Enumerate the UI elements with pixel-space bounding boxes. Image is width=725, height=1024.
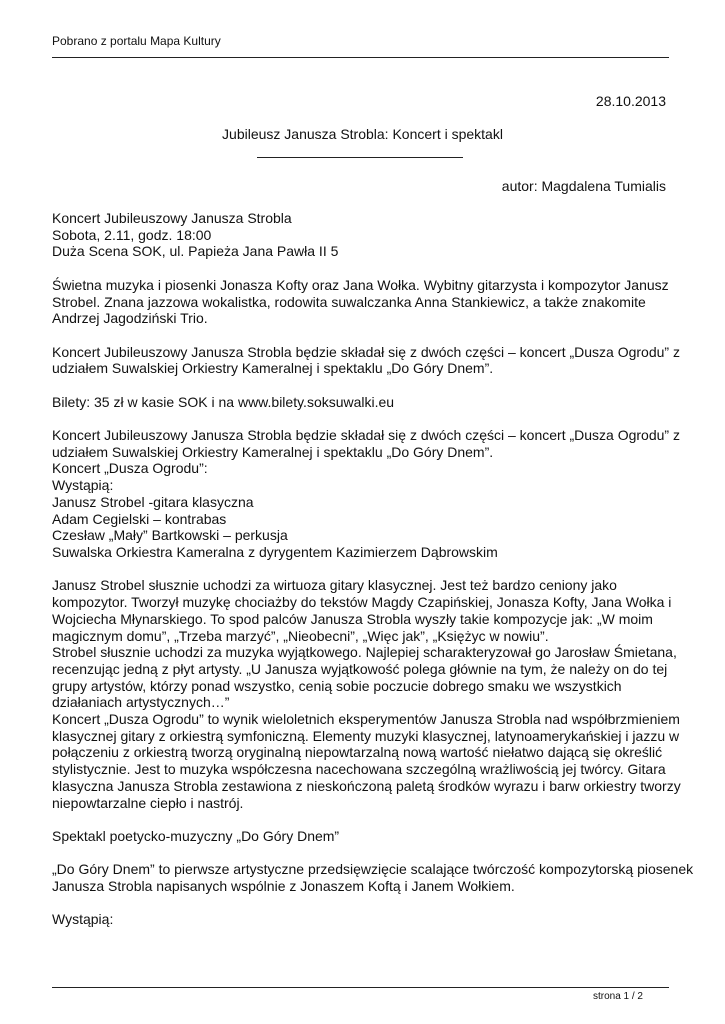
- description-line: klasycznej gitary z orkiestrą symfoniczną. Elementy muzyki klasycznej, latynoamerykańskiej i jazzu w: [52, 727, 680, 744]
- description-line: recenzując jedną z płyt artysty. „U Janusza wyjątkowość polega głównie na tym, że należy on do tej: [52, 660, 668, 677]
- description-line: grupy artystów, którzy ponad wszystko, cenią sobie poczucie dobrego smaku we wszystkich: [52, 677, 622, 694]
- portal-source-header: Pobrano z portalu Mapa Kultury: [52, 34, 221, 48]
- tickets-info: Bilety: 35 zł w kasie SOK i na www.bilety.soksuwalki.eu: [52, 393, 395, 410]
- performers-label: Wystąpią:: [52, 477, 114, 494]
- article-title: Jubileusz Janusza Strobla: Koncert i spektakl: [222, 126, 503, 142]
- paragraph-gap: [52, 327, 677, 344]
- header-divider: [52, 57, 669, 58]
- concert-line: Koncert Jubileuszowy Janusza Strobla będzie składał się z dwóch części – koncert „Dusza Ogrodu” z: [52, 427, 680, 444]
- article-date: 28.10.2013: [595, 93, 666, 109]
- description-line: działaniach artystycznych…”: [52, 694, 230, 711]
- footer-divider: [52, 987, 669, 988]
- performer-item: Adam Cegielski – kontrabas: [52, 510, 227, 527]
- spectacle-performers-label: Wystąpią:: [52, 911, 114, 928]
- description-line: Koncert „Dusza Ogrodu” to wynik wieloletnich eksperymentów Janusza Strobla nad współbrzmieniem: [52, 711, 680, 728]
- performer-item: Suwalska Orkiestra Kameralna z dyrygentem Kazimierzem Dąbrowskim: [52, 544, 498, 560]
- paragraph-gap: [52, 260, 677, 277]
- spectacle-heading: Spektakl poetycko-muzyczny „Do Góry Dnem”: [52, 827, 340, 844]
- spectacle-line: „Do Góry Dnem” to pierwsze artystyczne przedsięwzięcie scalające twórczość kompozytorską piosenek: [52, 861, 694, 878]
- intro-line: Strobel. Znana jazzowa wokalistka, rodowita suwalczanka Anna Stankiewicz, a także znakomite: [52, 293, 646, 310]
- article-body: [52, 210, 694, 928]
- performer-item: Czesław „Mały” Bartkowski – perkusja: [52, 527, 288, 544]
- event-name: Koncert Jubileuszowy Janusza Strobla: [52, 210, 292, 226]
- concert-subtitle: Koncert „Dusza Ogrodu”:: [52, 460, 208, 477]
- description-line: klasyczna Janusza Strobla zestawiona z nieskończoną paletą środków wyrazu i barw orkiestry tworzy: [52, 777, 681, 794]
- description-line: połączeniu z orkiestrą tworzą oryginalną niepowtarzalną nową wartość niełatwo dającą się określić: [52, 744, 663, 761]
- page-number: strona 1 / 2: [592, 991, 643, 1002]
- paragraph-gap: [52, 845, 677, 862]
- event-datetime: Sobota, 2.11, godz. 18:00: [52, 226, 212, 243]
- description-line: Janusz Strobel słusznie uchodzi za wirtuoza gitary klasycznej. Jest też bardzo ceniony jako: [52, 577, 617, 594]
- event-venue: Duża Scena SOK, ul. Papieża Jana Pawła II 5: [52, 243, 339, 260]
- intro-line: Świetna muzyka i piosenki Jonasza Kofty oraz Jana Wołka. Wybitny gitarzysta i kompozytor Janusz: [52, 276, 669, 293]
- parts-line: Koncert Jubileuszowy Janusza Strobla będzie składał się z dwóch części – koncert „Dusza Ogrodu” z: [52, 343, 680, 360]
- description-line: niepowtarzalne ciepło i nastrój.: [52, 794, 244, 811]
- title-underline: [257, 157, 463, 158]
- article-author: autor: Magdalena Tumialis: [501, 178, 666, 194]
- description-line: stylistycznie. Jest to muzyka współczesna nacechowana szczególną wrażliwością jej twórcy. Gitara: [52, 761, 666, 778]
- description-line: magicznym domu”, „Trzeba marzyć”, „Nieobecni”, „Więc jak”, „Księżyc w nowiu”.: [52, 627, 549, 644]
- paragraph-gap: [52, 377, 677, 394]
- description-line: Wojciecha Młynarskiego. To spod palców Janusza Strobla wyszły takie kompozycje jak: „W moim: [52, 610, 653, 627]
- spectacle-line: Janusza Strobla napisanych wspólnie z Jonaszem Koftą i Janem Wołkiem.: [52, 878, 515, 895]
- intro-line: Andrzej Jagodziński Trio.: [52, 310, 208, 327]
- description-line: kompozytor. Tworzył muzykę chociażby do tekstów Magdy Czapińskiej, Jonasza Kofty, Jana Wołka i: [52, 594, 672, 611]
- parts-line: udziałem Suwalskiej Orkiestry Kameralnej i spektaklu „Do Góry Dnem”.: [52, 360, 494, 377]
- paragraph-gap: [52, 561, 677, 578]
- concert-line: udziałem Suwalskiej Orkiestry Kameralnej i spektaklu „Do Góry Dnem”.: [52, 443, 494, 460]
- paragraph-gap: [52, 895, 677, 912]
- description-line: Strobel słusznie uchodzi za muzyka wyjątkowego. Najlepiej scharakteryzował go Jarosław Śmietana,: [52, 644, 677, 661]
- paragraph-gap: [52, 410, 677, 427]
- paragraph-gap: [52, 811, 677, 828]
- performer-item: Janusz Strobel -gitara klasyczna: [52, 493, 254, 510]
